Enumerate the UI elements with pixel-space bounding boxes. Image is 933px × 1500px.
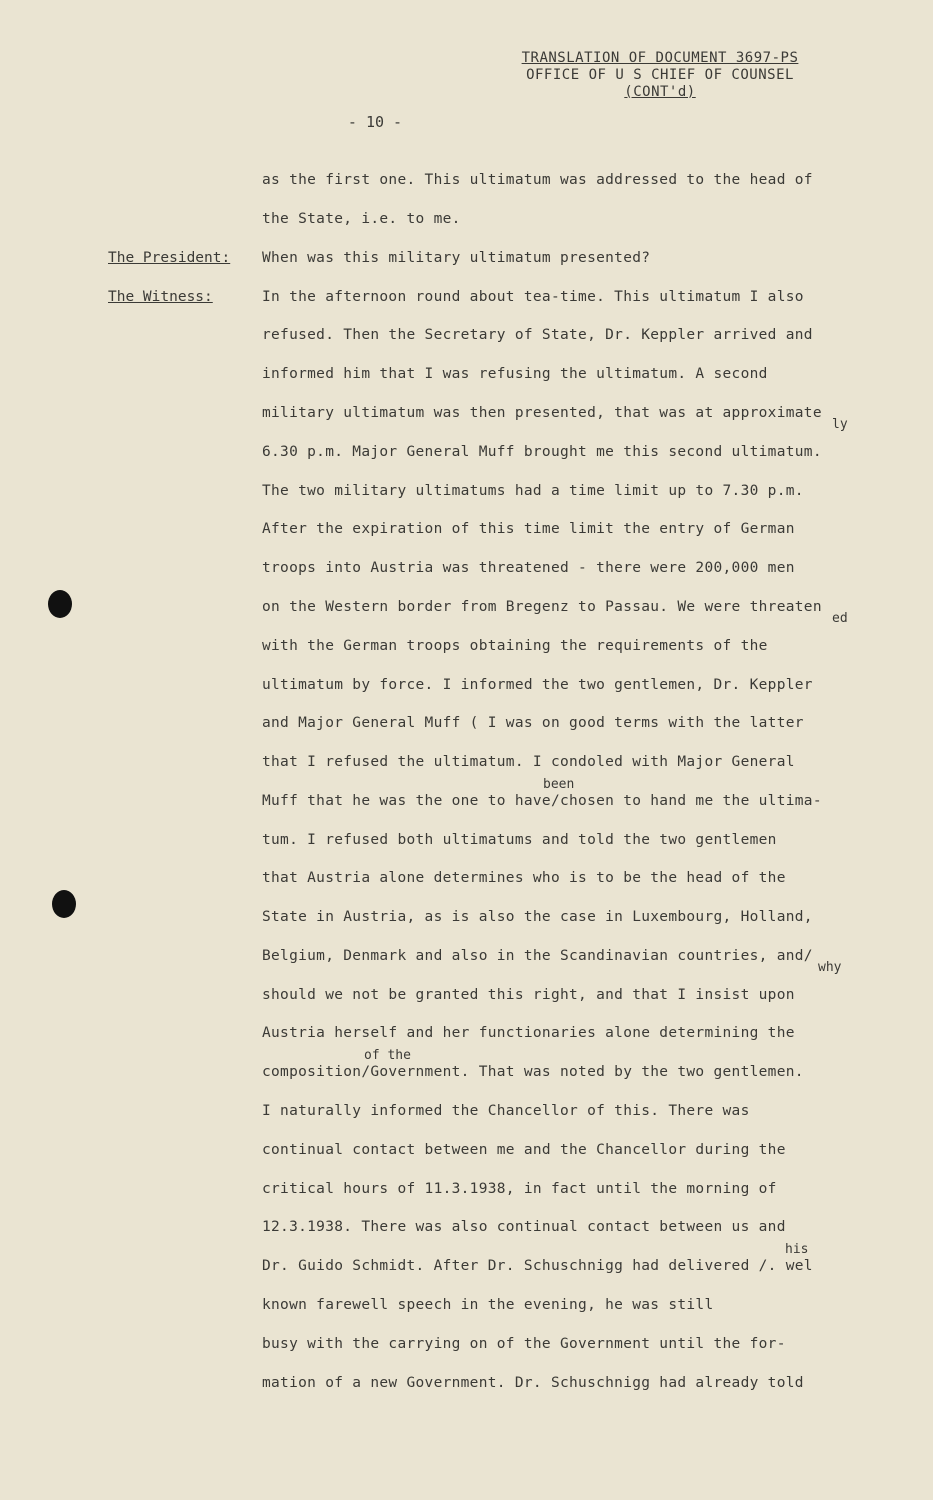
text-line: that I refused the ultimatum. I condoled with Major General [262, 754, 795, 770]
text-line: on the Western border from Bregenz to Passau. We were threaten [262, 599, 822, 615]
text-line: military ultimatum was then presented, that was at approximate [262, 405, 822, 421]
text-line: In the afternoon round about tea-time. This ultimatum I also [262, 289, 804, 305]
speaker-president: The President: [108, 250, 231, 266]
text-line: tum. I refused both ultimatums and told the two gentlemen [262, 832, 777, 848]
text-line: mation of a new Government. Dr. Schuschnigg had already told [262, 1375, 804, 1391]
interlinear-of-the: of the [364, 1048, 411, 1063]
header-line-3: (CONT'd) [624, 84, 696, 100]
text-line: composition/Government. That was noted by the two gentlemen. [262, 1064, 804, 1080]
text-line: When was this military ultimatum presented? [262, 250, 651, 266]
text-line: The two military ultimatums had a time limit up to 7.30 p.m. [262, 483, 804, 499]
header-line-1: TRANSLATION OF DOCUMENT 3697-PS [521, 50, 799, 66]
page-number: - 10 - [347, 113, 403, 131]
text-line: and Major General Muff ( I was on good terms with the latter [262, 715, 804, 731]
interlinear-been: been [543, 777, 575, 792]
text-line: informed him that I was refusing the ultimatum. A second [262, 366, 768, 382]
text-line: Belgium, Denmark and also in the Scandinavian countries, and/ [262, 948, 813, 964]
text-line: troops into Austria was threatened - there were 200,000 men [262, 560, 795, 576]
header-line-2: OFFICE OF U S CHIEF OF COUNSEL [526, 67, 794, 83]
text-line: I naturally informed the Chancellor of this. There was [262, 1103, 750, 1119]
punch-hole [52, 890, 76, 918]
text-line: the State, i.e. to me. [262, 211, 461, 227]
text-line: known farewell speech in the evening, he was still [262, 1297, 714, 1313]
text-line: Austria herself and her functionaries alone determining the [262, 1025, 795, 1041]
text-line: as the first one. This ultimatum was addressed to the head of [262, 172, 813, 188]
text-line: refused. Then the Secretary of State, Dr. Keppler arrived and [262, 327, 813, 343]
text-line: State in Austria, as is also the case in Luxembourg, Holland, [262, 909, 813, 925]
text-line: with the German troops obtaining the requirements of the [262, 638, 768, 654]
text-line: should we not be granted this right, and that I insist upon [262, 987, 795, 1003]
text-line: 12.3.1938. There was also continual contact between us and [262, 1219, 786, 1235]
text-line: After the expiration of this time limit the entry of German [262, 521, 795, 537]
interlinear-why: why [818, 960, 842, 975]
text-line: busy with the carrying on of the Government until the for- [262, 1336, 786, 1352]
text-line: that Austria alone determines who is to be the head of the [262, 870, 786, 886]
text-line: ultimatum by force. I informed the two gentlemen, Dr. Keppler [262, 677, 813, 693]
document-header [500, 50, 820, 101]
punch-hole [48, 590, 72, 618]
text-line: critical hours of 11.3.1938, in fact until the morning of [262, 1181, 777, 1197]
interlinear-ed: ed [832, 611, 848, 626]
speaker-witness: The Witness: [108, 289, 213, 305]
text-line: 6.30 p.m. Major General Muff brought me this second ultimatum. [262, 444, 822, 460]
text-line: Muff that he was the one to have/chosen to hand me the ultima- [262, 793, 822, 809]
text-line: Dr. Guido Schmidt. After Dr. Schuschnigg had delivered /. wel [262, 1258, 813, 1274]
interlinear-his: his [785, 1242, 809, 1257]
interlinear-ly: ly [832, 417, 848, 432]
text-line: continual contact between me and the Chancellor during the [262, 1142, 786, 1158]
